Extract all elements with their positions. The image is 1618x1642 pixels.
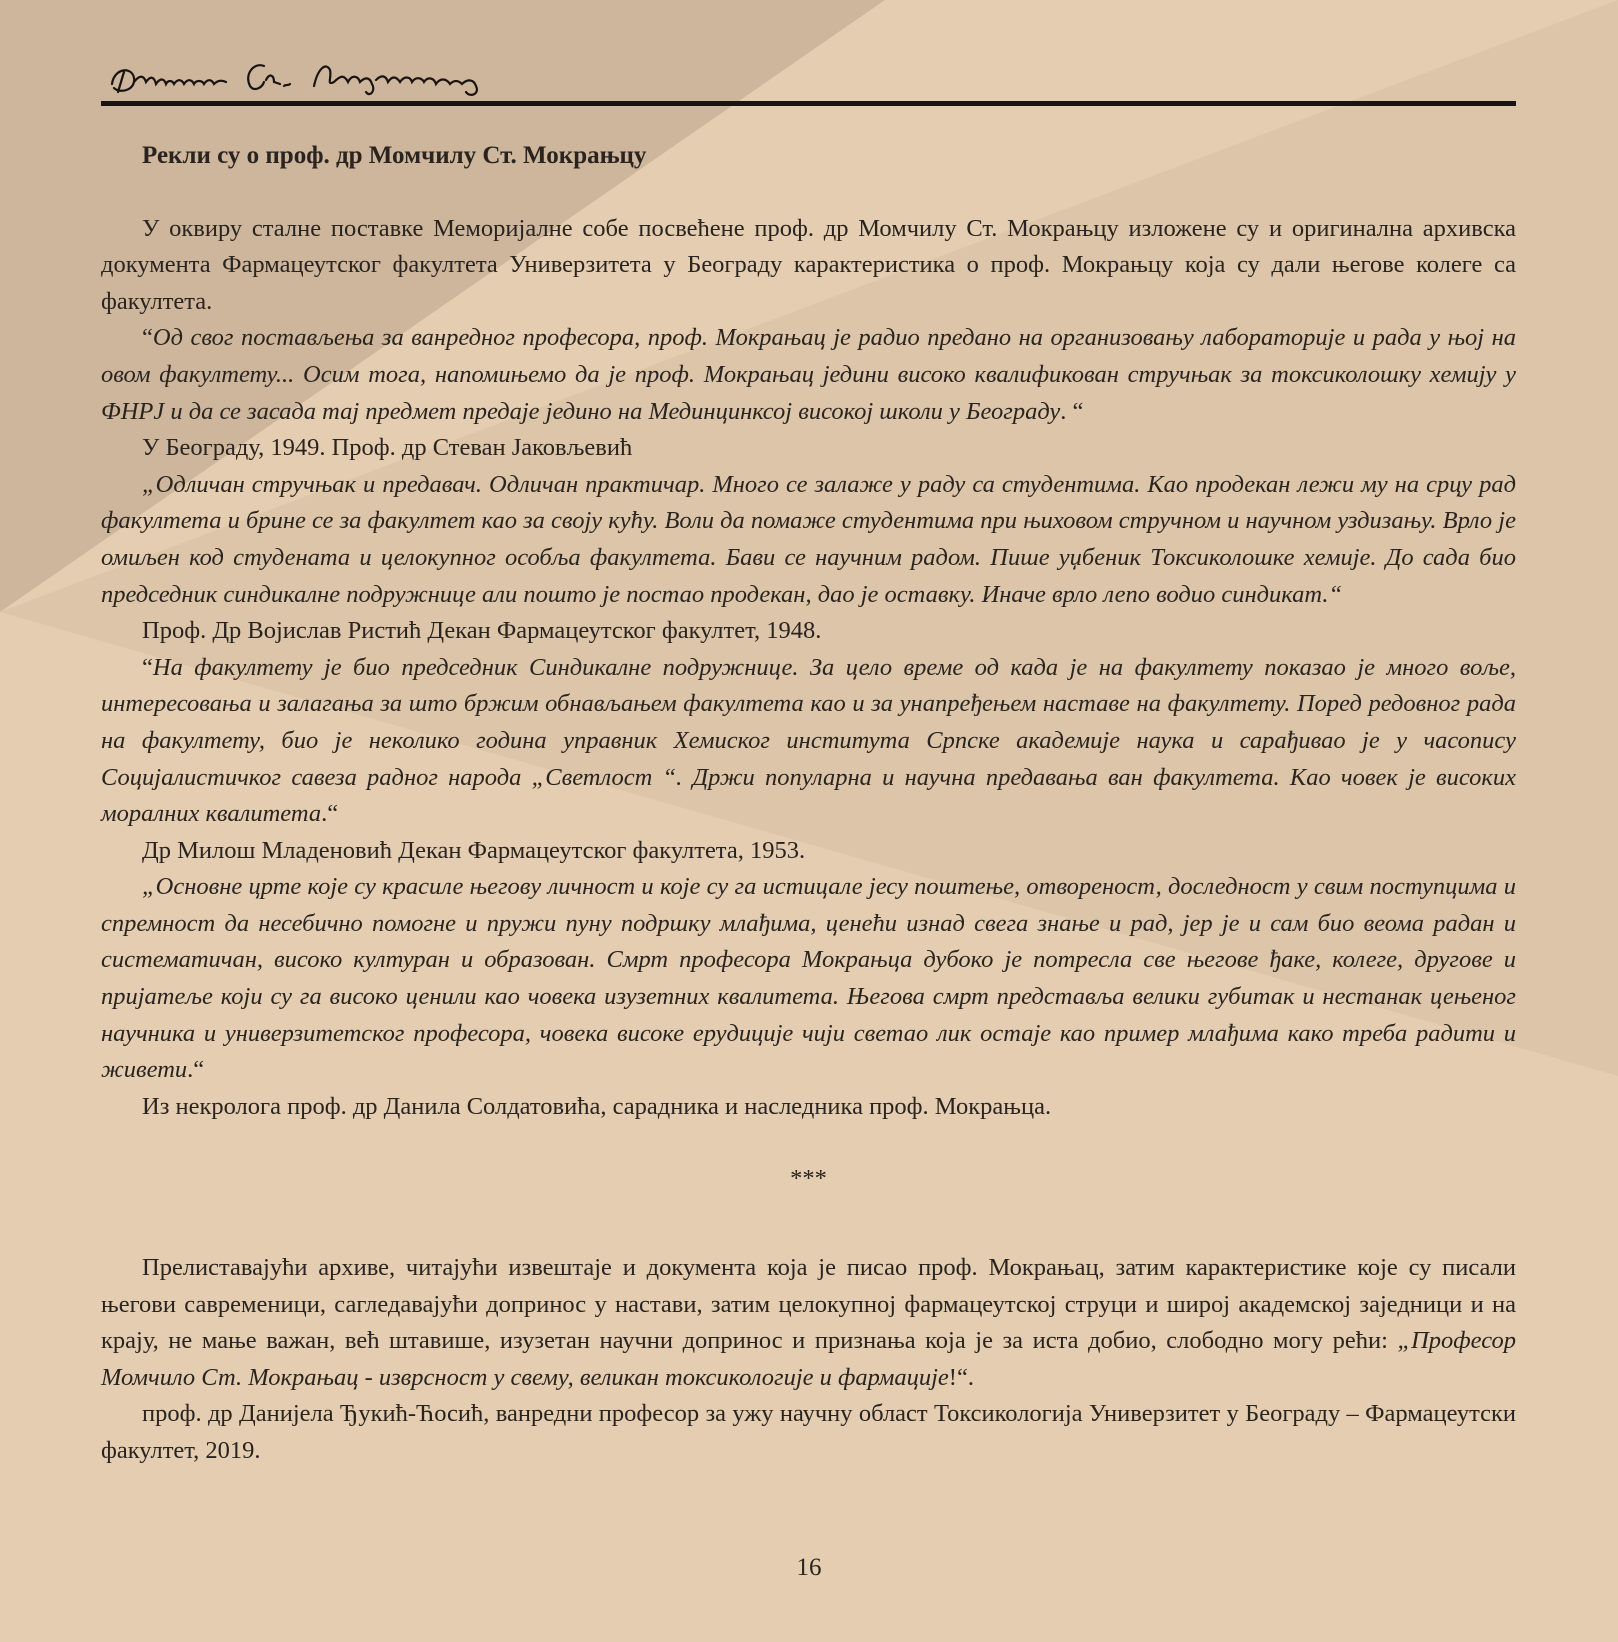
article-body xyxy=(101,130,1516,1470)
quote-source-4: Из некролога проф. др Данила Солдатовића, сарадника и наследника проф. Мокрањца. xyxy=(142,1092,1052,1120)
section-separator: *** xyxy=(790,1165,827,1193)
intro-paragraph: У оквиру сталне поставке Меморијалне собе посвећене проф. др Момчилу Ст. Мокрањцу изложене су и оригинална архивска документа Фармацеутског факултета Универзитета у Београду карактеристика о проф. Мокрањцу која су дали његове колеге са факултета. xyxy=(101,214,1516,315)
quote-text-2: Одличан стручњак и предавач. Одличан практичар. Много се залаже у раду са студентима. Као продекан лежи му на срцу рад факултета и брине се за факултет као за своју кућу. Воли да помаже студентима при њиховом стручном и научном уздизању. Врло је омиљен код студената и целокупног особља факултета. Бави се научним радом. Пише уџбеник Токсиколошке хемије. До сада био председник синдикалне подружнице али пошто је постао продекан, дао је оставку. Иначе врло лепо водио синдикат.“ xyxy=(101,470,1516,608)
quote-text-1: Од свог постављења за ванредног професора, проф. Мокрањац је радио предано на организовању лабораторије и рада у њој на овом факултету... Осим тога, напомињемо да је проф. Мокрањац једини високо квалификован стручњак за токсиколошку хемију у ФНРЈ и да се засада тај предмет предаје једино на Мединцинксој високој школи у Београду xyxy=(101,324,1516,425)
conclusion-paragraph: Прелиставајући архиве, читајући извештаје и документа која је писао проф. Мокрањац, затим карактеристике које су писали његови савременици, сагледавајући допринос у настави, затим целокупној фармацеутској струци и широј академској заједници и на крају, не мање важан, већ штавише, изузетан научни допринос и признања која је за иста добио, слободно могу рећи: „Професор Момчило Ст. Мокрањац - изврсност у свему, великан токсикологије и фармације!“. xyxy=(101,1254,1516,1391)
author-line: проф. др Данијела Ђукић-Ћосић, ванредни професор за ужу научну област Токсикологија Универзитет у Београду – Фармацеутски факултет, 2019. xyxy=(101,1400,1516,1464)
conclusion-quote: Професор Момчило Ст. Мокрањац - изврсност у свему, великан токсикологије и фармације xyxy=(101,1327,1516,1391)
quote-text-4: Основне црте које су красиле његову личност и које су га истицале јесу поштење, отвореност, доследност у свим поступцима и спремност да несебично помогне и пружи пуну подршку млађима, ценећи изнад свега знање и рад, јер је и сам био веома радан и систематичан, високо културан и образован. Смрт професора Мокрањца дубоко је потресла све његове ђаке, колеге, другове и пријатеље који су га високо ценили као човека изузетних квалитета. Његова смрт представља велики губитак и нестанак цењеног научника и универзитетског професора, човека високе ерудиције чији светао лик остаје као пример млађима како треба радити и живети xyxy=(101,873,1516,1084)
quote-paragraph-2: „Одличан стручњак и предавач. Одличан практичар. Много се залаже у раду са студентима. Као продекан лежи му на срцу рад факултета и брине се за факултет као за своју кућу. Воли да помаже студентима при њиховом стручном и научном уздизању. Врло је омиљен код студената и целокупног особља факултета. Бави се научним радом. Пише уџбеник Токсиколошке хемије. До сада био председник синдикалне подружнице али пошто је постао продекан, дао је оставку. Иначе врло лепо водио синдикат.“ xyxy=(101,470,1516,608)
quote-source-3: Др Милош Младеновић Декан Фармацеутског факултета, 1953. xyxy=(142,836,806,864)
quote-paragraph-1: “Од свог постављења за ванредног професора, проф. Мокрањац је радио предано на организовању лабораторије и рада у њој на овом факултету... Осим тога, напомињемо да је проф. Мокрањац једини високо квалификован стручњак за токсиколошку хемију у ФНРЈ и да се засада тај предмет предаје једино на Мединцинксој високој школи у Београду. “ xyxy=(101,324,1516,425)
quote-source-1: У Београду, 1949. Проф. др Стеван Јаковљевић xyxy=(142,434,633,462)
header-rule xyxy=(101,101,1516,106)
quote-source-2: Проф. Др Војислав Ристић Декан Фармацеутског факултет, 1948. xyxy=(142,617,822,645)
quote-text-3: На факултету је био председник Синдикалне подружнице. За цело време од када је на факултету показао је много воље, интересовања и залагања за што бржим обнављањем факултета као и за унапређењем наставе на факултету. Поред редовног рада на факултету, био је неколико година управник Хемиског института Српске академије наука и сарађивао је у часопису Социјалистичког савеза радног народа „Светлост “. Држи популарна и научна предавања ван факултета. Као човек је високих моралних квалитета xyxy=(101,653,1516,828)
quote-paragraph-3: “На факултету је био председник Синдикалне подружнице. За цело време од када је на факултету показао је много воље, интересовања и залагања за што бржим обнављањем факултета као и за унапређењем наставе на факултету. Поред редовног рада на факултету, био је неколико година управник Хемиског института Српске академије наука и сарађивао је у часопису Социјалистичког савеза радног народа „Светлост “. Држи популарна и научна предавања ван факултета. Као човек је високих моралних квалитета.“ xyxy=(101,653,1516,828)
page-number: 16 xyxy=(796,1554,822,1581)
quote-paragraph-4: „Основне црте које су красиле његову личност и које су га истицале јесу поштење, отвореност, доследност у свим поступцима и спремност да несебично помогне и пружи пуну подршку млађима, ценећи изнад свега знање и рад, јер је и сам био веома радан и систематичан, високо културан и образован. Смрт професора Мокрањца дубоко је потресла све његове ђаке, колеге, другове и пријатеље који су га високо ценили као човека изузетних квалитета. Његова смрт представља велики губитак и нестанак цењеног научника и универзитетског професора, човека високе ерудиције чији светао лик остаје као пример млађима како треба радити и живети.“ xyxy=(101,873,1516,1084)
signature-image xyxy=(104,48,524,100)
article-heading: Рекли су о проф. др Момчилу Ст. Мокрањцу xyxy=(142,142,647,169)
